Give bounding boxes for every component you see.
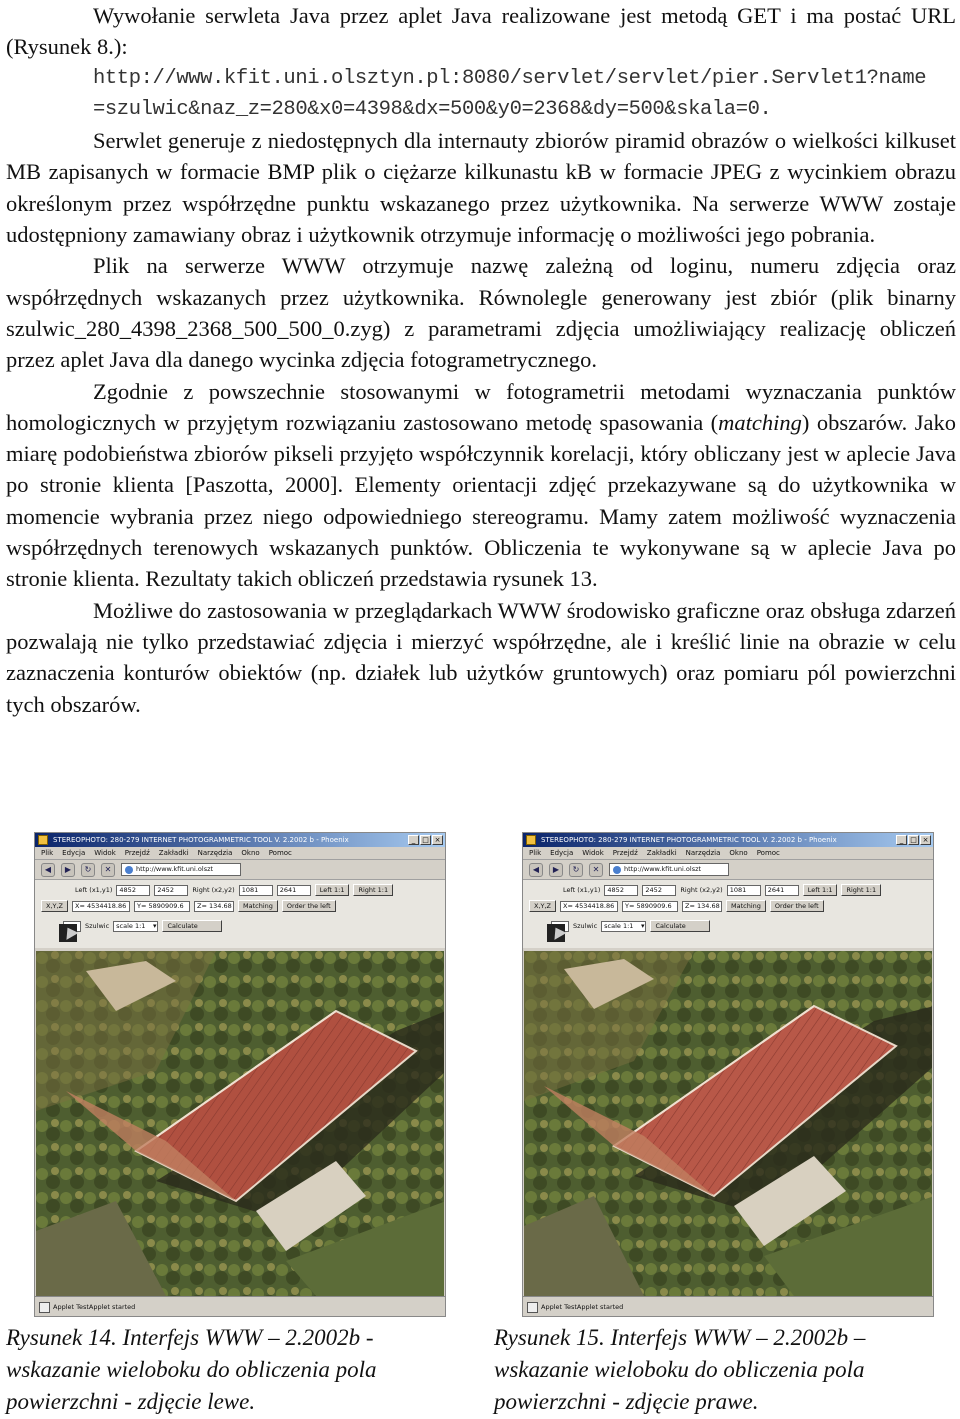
window-titlebar bbox=[523, 833, 933, 847]
status-bar: Applet TestApplet started bbox=[35, 1296, 445, 1316]
paragraph-file-naming: Plik na serwerze WWW otrzymuje nazwę zależną od loginu, numeru zdjęcia oraz współrzędnych wskazanych przez użytkownika. Równolegle generowany jest zbiór (plik binarny szulwic_280_4398_2368_500_500_0.zyg) z parametrami zdjęcia umożliwiający realizację obliczeń przez aplet Java dla danego wycinka zdjęcia fotogrametrycznego. bbox=[6, 253, 956, 373]
browser-toolbar bbox=[523, 860, 933, 880]
menu-item[interactable]: Plik bbox=[41, 849, 54, 857]
y-value-field[interactable]: Y= 5890909.6 bbox=[622, 901, 678, 912]
address-bar[interactable]: http://www.kfit.uni.olszt bbox=[121, 863, 241, 876]
menu-item[interactable]: Edycja bbox=[550, 849, 574, 857]
menu-item[interactable]: Przejdź bbox=[124, 849, 150, 857]
left-x-field[interactable]: 4852 bbox=[116, 885, 150, 896]
coords-row bbox=[563, 884, 881, 896]
right-coords-label: Right (x2,y2) bbox=[680, 886, 723, 894]
menu-bar bbox=[523, 847, 933, 860]
mode-label: Szulwic bbox=[85, 922, 110, 930]
window-title: STEREOPHOTO: 280-279 INTERNET PHOTOGRAMMETRIC TOOL V. 2.2002 b - Phoenix bbox=[53, 836, 349, 844]
y-value-field[interactable]: Y= 5890909.6 bbox=[134, 901, 190, 912]
paragraph-graphics: Możliwe do zastosowania w przeglądarkach WWW środowisko graficzne oraz obsługa zdarzeń pozwalają nie tylko przedstawiać zdjęcia i mierzyć współrzędne, ale i kreślić linie na obrazie w celu zaznaczenia konturów obiektów (np. działek lub użytków gruntowych) oraz pomiaru pól powierzchni tych obszarów. bbox=[6, 597, 956, 717]
window-titlebar bbox=[35, 833, 445, 847]
figure-caption-15: Rysunek 15. Interfejs WWW – 2.2002b – wskazanie wieloboku do obliczenia pola powierzchni - zdjęcie prawe. bbox=[494, 1325, 866, 1414]
left-y-field[interactable]: 2452 bbox=[154, 885, 188, 896]
menu-item[interactable]: Widok bbox=[94, 849, 116, 857]
status-bar: Applet TestApplet started bbox=[523, 1296, 933, 1316]
paragraph-text: Wywołanie serwleta Java przez aplet Java realizowane jest metodą GET i ma postać URL (Rysunek 8.): bbox=[6, 3, 956, 60]
cursor-tool-icon[interactable] bbox=[59, 924, 77, 942]
right-1to1-button[interactable]: Right 1:1 bbox=[841, 884, 881, 896]
aerial-photo-image bbox=[524, 951, 932, 1296]
url-line-1: http://www.kfit.uni.olsztyn.pl:8080/servlet/servlet/pier.Servlet1?name bbox=[93, 66, 927, 90]
stop-icon[interactable]: ✕ bbox=[101, 863, 115, 877]
menu-item[interactable]: Przejdź bbox=[612, 849, 638, 857]
aerial-photo-left[interactable] bbox=[36, 951, 444, 1296]
left-coords-label: Left (x1,y1) bbox=[75, 886, 113, 894]
back-icon[interactable]: ◀ bbox=[529, 863, 543, 877]
url-line-2: =szulwic&naz_z=280&x0=4398&dx=500&y0=2368&dy=500&skala=0. bbox=[93, 97, 772, 121]
x-value-field[interactable]: X= 4534418.86 bbox=[560, 901, 618, 912]
menu-item[interactable]: Zakładki bbox=[646, 849, 677, 857]
cursor-tool-icon[interactable] bbox=[547, 924, 565, 942]
screenshot-left bbox=[34, 832, 446, 1317]
menu-item[interactable]: Pomoc bbox=[268, 849, 292, 857]
address-bar[interactable]: http://www.kfit.uni.olszt bbox=[609, 863, 729, 876]
aerial-photo-right[interactable] bbox=[524, 951, 932, 1296]
paragraph-text: Zgodnie z powszechnie stosowanymi w fotogrametrii metodami wyznaczania punktów homologicznych w przyjętym rozwiązaniu zastosowano metodę spasowania ( bbox=[6, 378, 956, 435]
italic-term: matching bbox=[718, 409, 802, 435]
options-row bbox=[63, 920, 222, 932]
menu-item[interactable]: Narzędzia bbox=[685, 849, 721, 857]
matching-button[interactable]: Matching bbox=[238, 900, 278, 912]
paragraph-matching bbox=[6, 376, 956, 595]
mode-label: Szulwic bbox=[573, 922, 598, 930]
close-icon[interactable]: × bbox=[920, 835, 931, 845]
paragraph-servlet-call bbox=[6, 0, 956, 125]
left-1to1-button[interactable]: Left 1:1 bbox=[803, 884, 838, 896]
menu-item[interactable]: Edycja bbox=[62, 849, 86, 857]
xyz-button[interactable]: X,Y,Z bbox=[41, 900, 68, 912]
stop-icon[interactable]: ✕ bbox=[589, 863, 603, 877]
xyz-button[interactable]: X,Y,Z bbox=[529, 900, 556, 912]
z-value-field[interactable]: Z= 134.68 bbox=[682, 901, 722, 912]
left-x-field[interactable]: 4852 bbox=[604, 885, 638, 896]
matching-button[interactable]: Matching bbox=[726, 900, 766, 912]
applet-form bbox=[35, 880, 445, 948]
applet-form bbox=[523, 880, 933, 948]
browser-icon bbox=[38, 835, 48, 845]
xyz-row bbox=[41, 900, 336, 912]
menu-bar bbox=[35, 847, 445, 860]
browser-toolbar bbox=[35, 860, 445, 880]
window-controls bbox=[408, 835, 443, 845]
body-text bbox=[6, 0, 956, 720]
right-coords-label: Right (x2,y2) bbox=[192, 886, 235, 894]
options-row bbox=[551, 920, 710, 932]
forward-icon[interactable]: ▶ bbox=[61, 863, 75, 877]
xyz-row bbox=[529, 900, 824, 912]
x-value-field[interactable]: X= 4534418.86 bbox=[72, 901, 130, 912]
screenshot-right bbox=[522, 832, 934, 1317]
right-x-field[interactable]: 1081 bbox=[239, 885, 273, 896]
maximize-icon[interactable]: □ bbox=[420, 835, 431, 845]
reload-icon[interactable]: ↻ bbox=[569, 863, 583, 877]
calculate-button[interactable]: Calculate bbox=[162, 920, 222, 932]
menu-item[interactable]: Narzędzia bbox=[197, 849, 233, 857]
left-coords-label: Left (x1,y1) bbox=[563, 886, 601, 894]
reload-icon[interactable]: ↻ bbox=[81, 863, 95, 877]
minimize-icon[interactable]: _ bbox=[896, 835, 907, 845]
right-x-field[interactable]: 1081 bbox=[727, 885, 761, 896]
right-1to1-button[interactable]: Right 1:1 bbox=[353, 884, 393, 896]
scale-select[interactable]: scale 1:1 ▾ bbox=[601, 921, 646, 932]
window-controls bbox=[896, 835, 931, 845]
left-1to1-button[interactable]: Left 1:1 bbox=[315, 884, 350, 896]
aerial-photo-image bbox=[36, 951, 444, 1296]
menu-item[interactable]: Pomoc bbox=[756, 849, 780, 857]
order-left-button[interactable]: Order the left bbox=[282, 900, 336, 912]
z-value-field[interactable]: Z= 134.68 bbox=[194, 901, 234, 912]
paragraph-text: ) obszarów. Jako miarę podobieństwa zbiorów pikseli przyjęto współczynnik korelacji, który obliczany jest w aplecie Java po stronie klienta [Paszotta, 2000]. Elementy orientacji zdjęć przekazywane są do użytkownika w momencie wybrania przez niego odpowiedniego stereogramu. Mamy zatem możliwość wyznaczenia współrzędnych terenowych wskazanych punktów. Obliczenia te wykonywane są w aplecie Java po stronie klienta. Rezultaty takich obliczeń przedstawia rysunek 13. bbox=[6, 409, 956, 592]
maximize-icon[interactable]: □ bbox=[908, 835, 919, 845]
window-title: STEREOPHOTO: 280-279 INTERNET PHOTOGRAMMETRIC TOOL V. 2.2002 b - Phoenix bbox=[541, 836, 837, 844]
calculate-button[interactable]: Calculate bbox=[650, 920, 710, 932]
scale-select[interactable]: scale 1:1 ▾ bbox=[113, 921, 158, 932]
order-left-button[interactable]: Order the left bbox=[770, 900, 824, 912]
close-icon[interactable]: × bbox=[432, 835, 443, 845]
forward-icon[interactable]: ▶ bbox=[549, 863, 563, 877]
menu-item[interactable]: Okno bbox=[241, 849, 260, 857]
paragraph-servlet-generates: Serwlet generuje z niedostępnych dla internauty zbiorów piramid obrazów o wielkości kilkuset MB zapisanych w formacie BMP plik o ciężarze kilkunastu kB w formacie JPEG z wycinkiem obrazu określonym przez współrzędne punktu wskazanego przez użytkownika. Na serwerze WWW zostaje udostępniony zamawiany obraz i użytkownik otrzymuje informację o możliwości jego pobrania. bbox=[6, 128, 956, 248]
menu-item[interactable]: Zakładki bbox=[158, 849, 189, 857]
left-y-field[interactable]: 2452 bbox=[642, 885, 676, 896]
minimize-icon[interactable]: _ bbox=[408, 835, 419, 845]
figure-caption-14: Rysunek 14. Interfejs WWW – 2.2002b - wskazanie wieloboku do obliczenia pola powierzchni - zdjęcie lewe. bbox=[6, 1325, 377, 1414]
menu-item[interactable]: Widok bbox=[582, 849, 604, 857]
browser-icon bbox=[526, 835, 536, 845]
menu-item[interactable]: Okno bbox=[729, 849, 748, 857]
right-y-field[interactable]: 2641 bbox=[765, 885, 799, 896]
right-y-field[interactable]: 2641 bbox=[277, 885, 311, 896]
coords-row bbox=[75, 884, 393, 896]
back-icon[interactable]: ◀ bbox=[41, 863, 55, 877]
menu-item[interactable]: Plik bbox=[529, 849, 542, 857]
